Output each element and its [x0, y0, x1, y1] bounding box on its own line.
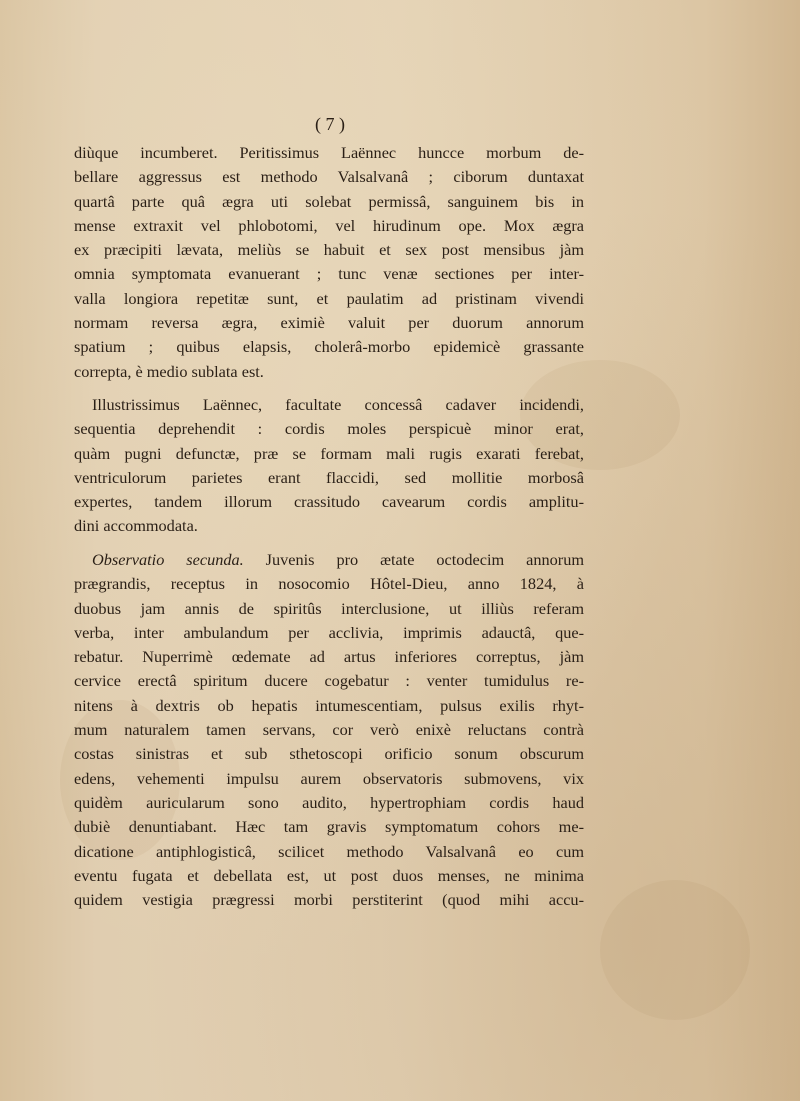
text-line: ex præcipiti lævata, meliùs se habuit et sex post mensibus jàm	[74, 240, 584, 260]
page-number: ( 7 )	[315, 114, 345, 134]
text-line: edens, vehementi impulsu aurem observatoris submovens, vix	[74, 768, 584, 788]
text-line: omnia symptomata evanuerant ; tunc venæ sectiones per inter-	[74, 264, 584, 284]
paragraph-1	[74, 141, 584, 384]
text-line: cervice erectâ spiritum ducere cogebatur : venter tumidulus re-	[74, 671, 584, 691]
text-line: ventriculorum parietes erant flaccidi, sed mollitie morbosâ	[74, 467, 584, 487]
text-line: prægrandis, receptus in nosocomio Hôtel-Dieu, anno 1824, à	[74, 574, 584, 594]
text-line: dubiè denuntiabant. Hæc tam gravis symptomatum cohors me-	[74, 817, 584, 837]
paragraph-3	[74, 548, 584, 912]
text-line: duobus jam annis de spiritûs interclusione, ut illiùs referam	[74, 598, 584, 618]
paper-stain	[600, 880, 750, 1020]
text-line: correpta, è medio sublata est.	[74, 361, 264, 381]
text-line: quidem vestigia prægressi morbi perstiterint (quod mihi accu-	[74, 890, 584, 910]
text-line: valla longiora repetitæ sunt, et paulatim ad pristinam vivendi	[74, 288, 584, 308]
text-line: sequentia deprehendit : cordis moles perspicuè minor erat,	[74, 419, 584, 439]
text-line: quartâ parte quâ ægra uti solebat permissâ, sanguinem bis in	[74, 191, 584, 211]
text-line: nitens à dextris ob hepatis intumescentiam, pulsus exilis rhyt-	[74, 695, 584, 715]
observation-heading: Observatio secunda.	[92, 550, 244, 569]
text-line: normam reversa ægra, eximiè valuit per duorum annorum	[74, 313, 584, 333]
text-line: expertes, tandem illorum crassitudo cavearum cordis amplitu-	[74, 492, 584, 512]
text-line: eventu fugata et debellata est, ut post duos menses, ne minima	[74, 865, 584, 885]
text-line: diùque incumberet. Peritissimus Laënnec huncce morbum de-	[74, 143, 584, 162]
text-line-part: Juvenis pro ætate octodecim annorum	[265, 550, 584, 569]
paragraph-2	[74, 393, 584, 539]
text-line: bellare aggressus est methodo Valsalvanâ ; ciborum duntaxat	[74, 167, 584, 187]
text-line: spatium ; quibus elapsis, cholerâ-morbo epidemicè grassante	[74, 337, 584, 357]
text-line: costas sinistras et sub sthetoscopi orificio sonum obscurum	[74, 744, 584, 764]
text-line: quàm pugni defunctæ, præ se formam mali rugis exarati ferebat,	[74, 443, 584, 463]
text-line: Illustrissimus Laënnec, facultate concessâ cadaver incidendi,	[92, 395, 584, 414]
text-line: mense extraxit vel phlobotomi, vel hirudinum ope. Mox ægra	[74, 215, 584, 235]
text-line: quidèm auricularum sono audito, hypertrophiam cordis haud	[74, 792, 584, 812]
text-line: dicatione antiphlogisticâ, scilicet methodo Valsalvanâ eo cum	[74, 841, 584, 861]
text-line: mum naturalem tamen servans, cor verò enixè reluctans contrà	[74, 720, 584, 740]
text-line	[74, 548, 584, 572]
text-line: verba, inter ambulandum per acclivia, imprimis adauctâ, que-	[74, 622, 584, 642]
text-line: rebatur. Nuperrimè œdemate ad artus inferiores correptus, jàm	[74, 647, 584, 667]
text-line: dini accommodata.	[74, 516, 198, 536]
